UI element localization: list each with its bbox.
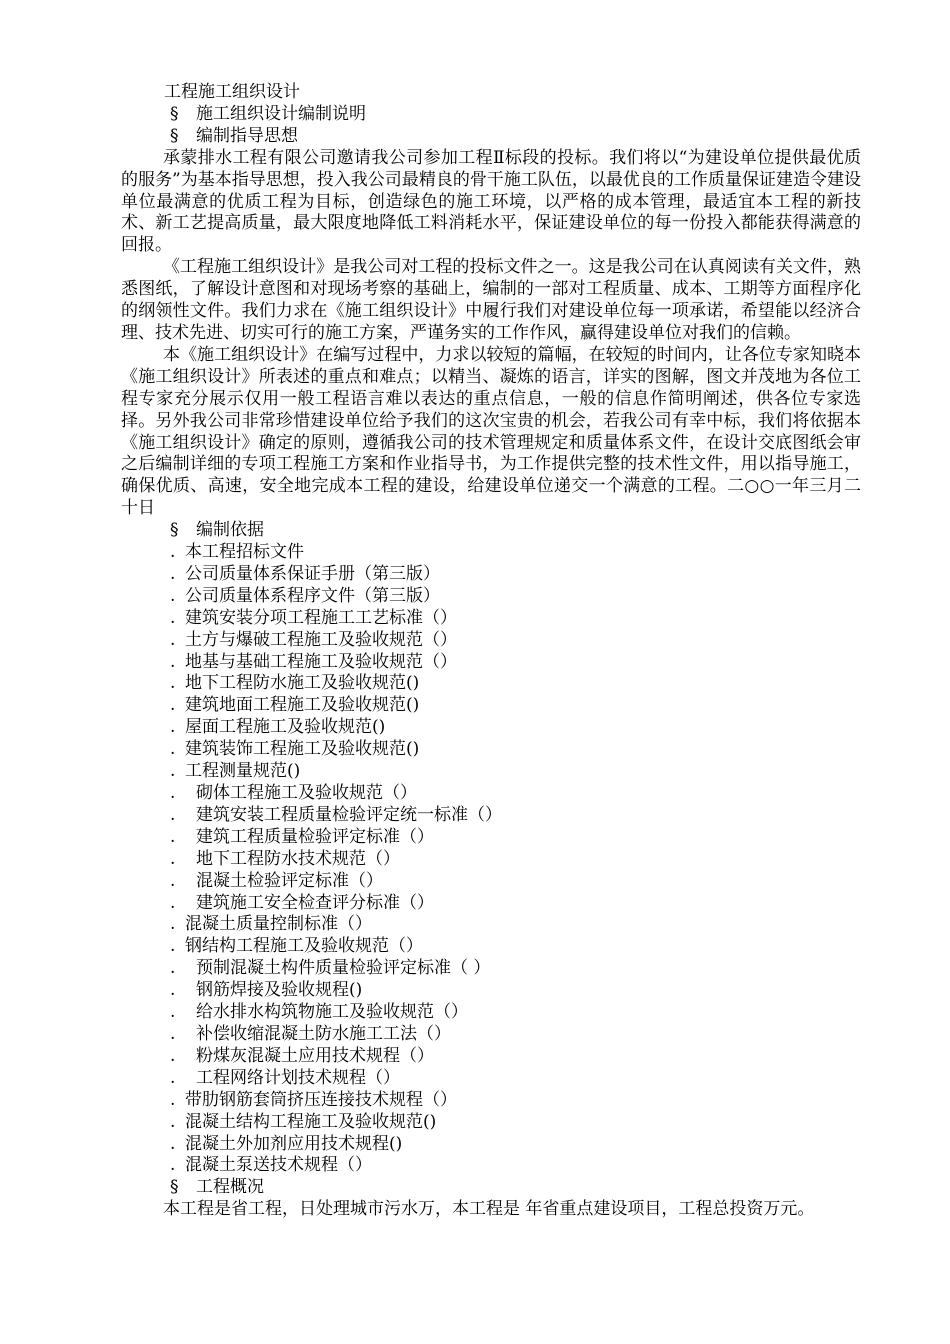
list-item-text: 混凝土结构工程施工及验收规范() (185, 1111, 437, 1132)
list-item (121, 1046, 861, 1068)
list-item-text: 钢筋焊接及验收规程() (196, 980, 363, 1001)
item-mark: . (170, 651, 176, 672)
item-mark: . (170, 936, 176, 957)
item-mark: . (170, 717, 176, 738)
list-item (121, 761, 861, 783)
item-mark: . (170, 1133, 176, 1154)
list-item (121, 630, 861, 652)
list-item (121, 542, 861, 564)
basis-list (121, 542, 861, 1177)
list-item-text: 工程测量规范() (185, 761, 301, 782)
section-mark: § (170, 125, 179, 146)
section-heading-explanation (121, 104, 861, 126)
list-item (121, 914, 861, 936)
item-mark: . (170, 1023, 176, 1044)
list-item (121, 1155, 861, 1177)
list-item-text: 建筑工程质量检验评定标准（） (196, 826, 434, 847)
section-heading-basis (121, 520, 861, 542)
item-mark: . (170, 826, 176, 847)
list-item-text: 地下工程防水技术规范（） (196, 848, 400, 869)
item-mark: . (170, 761, 176, 782)
list-item-text: 土方与爆破工程施工及验收规范（） (185, 629, 457, 650)
item-mark: . (170, 695, 176, 716)
list-item (121, 1090, 861, 1112)
list-item (121, 783, 861, 805)
list-item-text: 砌体工程施工及验收规范（） (196, 783, 417, 803)
list-item (121, 1112, 861, 1134)
item-mark: . (170, 958, 176, 979)
list-item-text: 给水排水构筑物施工及验收规范（） (196, 1002, 468, 1023)
list-item-text: 本工程招标文件 (185, 542, 304, 563)
item-mark: . (170, 1089, 176, 1110)
list-item (121, 893, 861, 915)
list-item-text: 补偿收缩混凝土防水施工工法（） (196, 1023, 451, 1044)
list-item-text: 预制混凝土构件质量检验评定标准（ ） (196, 958, 491, 979)
item-mark: . (170, 1067, 176, 1088)
list-item-text: 建筑安装工程质量检验评定统一标准（） (196, 804, 502, 825)
item-mark: . (170, 1111, 176, 1132)
list-item (121, 564, 861, 586)
item-mark: . (170, 585, 176, 606)
list-item-text: 建筑装饰工程施工及验收规范() (185, 739, 420, 760)
section-heading-guiding-thought (121, 126, 861, 148)
section-heading-text: 编制依据 (196, 520, 264, 541)
item-mark: . (170, 673, 176, 694)
list-item (121, 1134, 861, 1156)
section-mark: § (170, 1177, 179, 1198)
list-item-text: 公司质量体系程序文件（第三版） (185, 585, 440, 606)
list-item (121, 717, 861, 739)
list-item-text: 混凝土泵送技术规程（） (185, 1155, 372, 1176)
paragraph-overview: 本工程是省工程，日处理城市污水万，本工程是 年省重点建设项目，工程总投资万元。 (163, 1199, 815, 1220)
paragraph-preparation: 本《施工组织设计》在编写过程中，力求以较短的篇幅，在较短的时间内，让各位专家知晓本《施工组织设计》所表述的重点和难点；以精当、凝炼的语言，详实的图解，图文并茂地为各位工程专家充分展示仅用一般工程语言难以表达的重点信息，一般的信息作简明阐述，供各位专家选择。另外我公司非常珍惜建设单位给予我们的这次宝贵的机会，若我公司有幸中标，我们将依据本《施工组织设计》确定的原则，遵循我公司的技术管理规定和质量体系文件，在设计交底图纸会审之后编制详细的专项工程施工方案和作业指导书，为工作提供完整的技术性文件，用以指导施工，确保优质、高速，安全地完成本工程的建设，给建设单位递交一个满意的工程。二○○一年三月二十日 (121, 344, 861, 519)
item-mark: . (170, 914, 176, 935)
item-mark: . (170, 563, 176, 584)
item-mark: . (170, 892, 176, 913)
paragraph-guiding-thought: 承蒙排水工程有限公司邀请我公司参加工程Ⅱ标段的投标。我们将以“为建设单位提供最优质的服务”为基本指导思想，投入我公司最精良的骨干施工队伍，以最优良的工作质量保证建造令建设单位最满意的优质工程为目标，创造绿色的施工环境，以严格的成本管理，最适宜本工程的新技术、新工艺提高质量，最大限度地降低工料消耗水平，保证建设单位的每一份投入都能获得满意的回报。 (121, 147, 861, 256)
document-title: 工程施工组织设计 (164, 82, 300, 102)
list-item-text: 屋面工程施工及验收规范() (185, 717, 386, 738)
item-mark: . (170, 870, 176, 891)
list-item-text: 地基与基础工程施工及验收规范（） (185, 651, 457, 672)
list-item-text: 粉煤灰混凝土应用技术规程（） (196, 1045, 434, 1066)
item-mark: . (170, 1045, 176, 1066)
list-item-text: 带肋钢筋套筒挤压连接技术规程（） (185, 1089, 457, 1110)
list-item-text: 建筑安装分项工程施工工艺标准（） (185, 607, 457, 628)
list-item (121, 958, 861, 980)
item-mark: . (170, 804, 176, 825)
list-item-text: 建筑地面工程施工及验收规范() (185, 695, 420, 716)
item-mark: . (170, 848, 176, 869)
item-mark: . (170, 629, 176, 650)
list-item-text: 工程网络计划技术规程（） (196, 1067, 400, 1088)
list-item (121, 739, 861, 761)
list-item (121, 1068, 861, 1090)
section-heading-overview (121, 1177, 861, 1199)
list-item-text: 混凝土外加剂应用技术规程() (185, 1133, 403, 1154)
list-item-text: 公司质量体系保证手册（第三版） (185, 563, 440, 584)
list-item (121, 652, 861, 674)
list-item (121, 1024, 861, 1046)
item-mark: . (170, 783, 176, 803)
section-heading-text: 施工组织设计编制说明 (196, 103, 366, 124)
list-item (121, 695, 861, 717)
list-item-text: 混凝土检验评定标准（） (196, 870, 383, 891)
paragraph-purpose: 《工程施工组织设计》是我公司对工程的投标文件之一。这是我公司在认真阅读有关文件，熟悉图纸，了解设计意图和对现场考察的基础上，编制的一部对工程质量、成本、工期等方面程序化的纲领性文件。我们力求在《施工组织设计》中履行我们对建设单位每一项承诺，希望能以经济合理、技术先进、切实可行的施工方案，严谨务实的工作作风，赢得建设单位对我们的信赖。 (121, 257, 861, 343)
list-item-text: 钢结构工程施工及验收规范（） (185, 936, 423, 957)
list-item-text: 地下工程防水施工及验收规范() (185, 673, 420, 694)
list-item-text: 混凝土质量控制标准（） (185, 914, 372, 935)
section-heading-text: 工程概况 (196, 1177, 264, 1198)
list-item (121, 1002, 861, 1024)
list-item (121, 980, 861, 1002)
document-page (121, 82, 861, 1221)
item-mark: . (170, 1155, 176, 1176)
list-item (121, 849, 861, 871)
list-item (121, 805, 861, 827)
item-mark: . (170, 980, 176, 1001)
list-item (121, 871, 861, 893)
item-mark: . (170, 739, 176, 760)
item-mark: . (170, 607, 176, 628)
list-item (121, 827, 861, 849)
list-item-text: 建筑施工安全检查评分标准（） (196, 892, 434, 913)
list-item (121, 673, 861, 695)
item-mark: . (170, 1002, 176, 1023)
item-mark: . (170, 542, 176, 563)
list-item (121, 608, 861, 630)
section-heading-text: 编制指导思想 (196, 125, 298, 146)
section-mark: § (170, 520, 179, 541)
section-mark: § (170, 103, 179, 124)
list-item (121, 936, 861, 958)
list-item (121, 586, 861, 608)
